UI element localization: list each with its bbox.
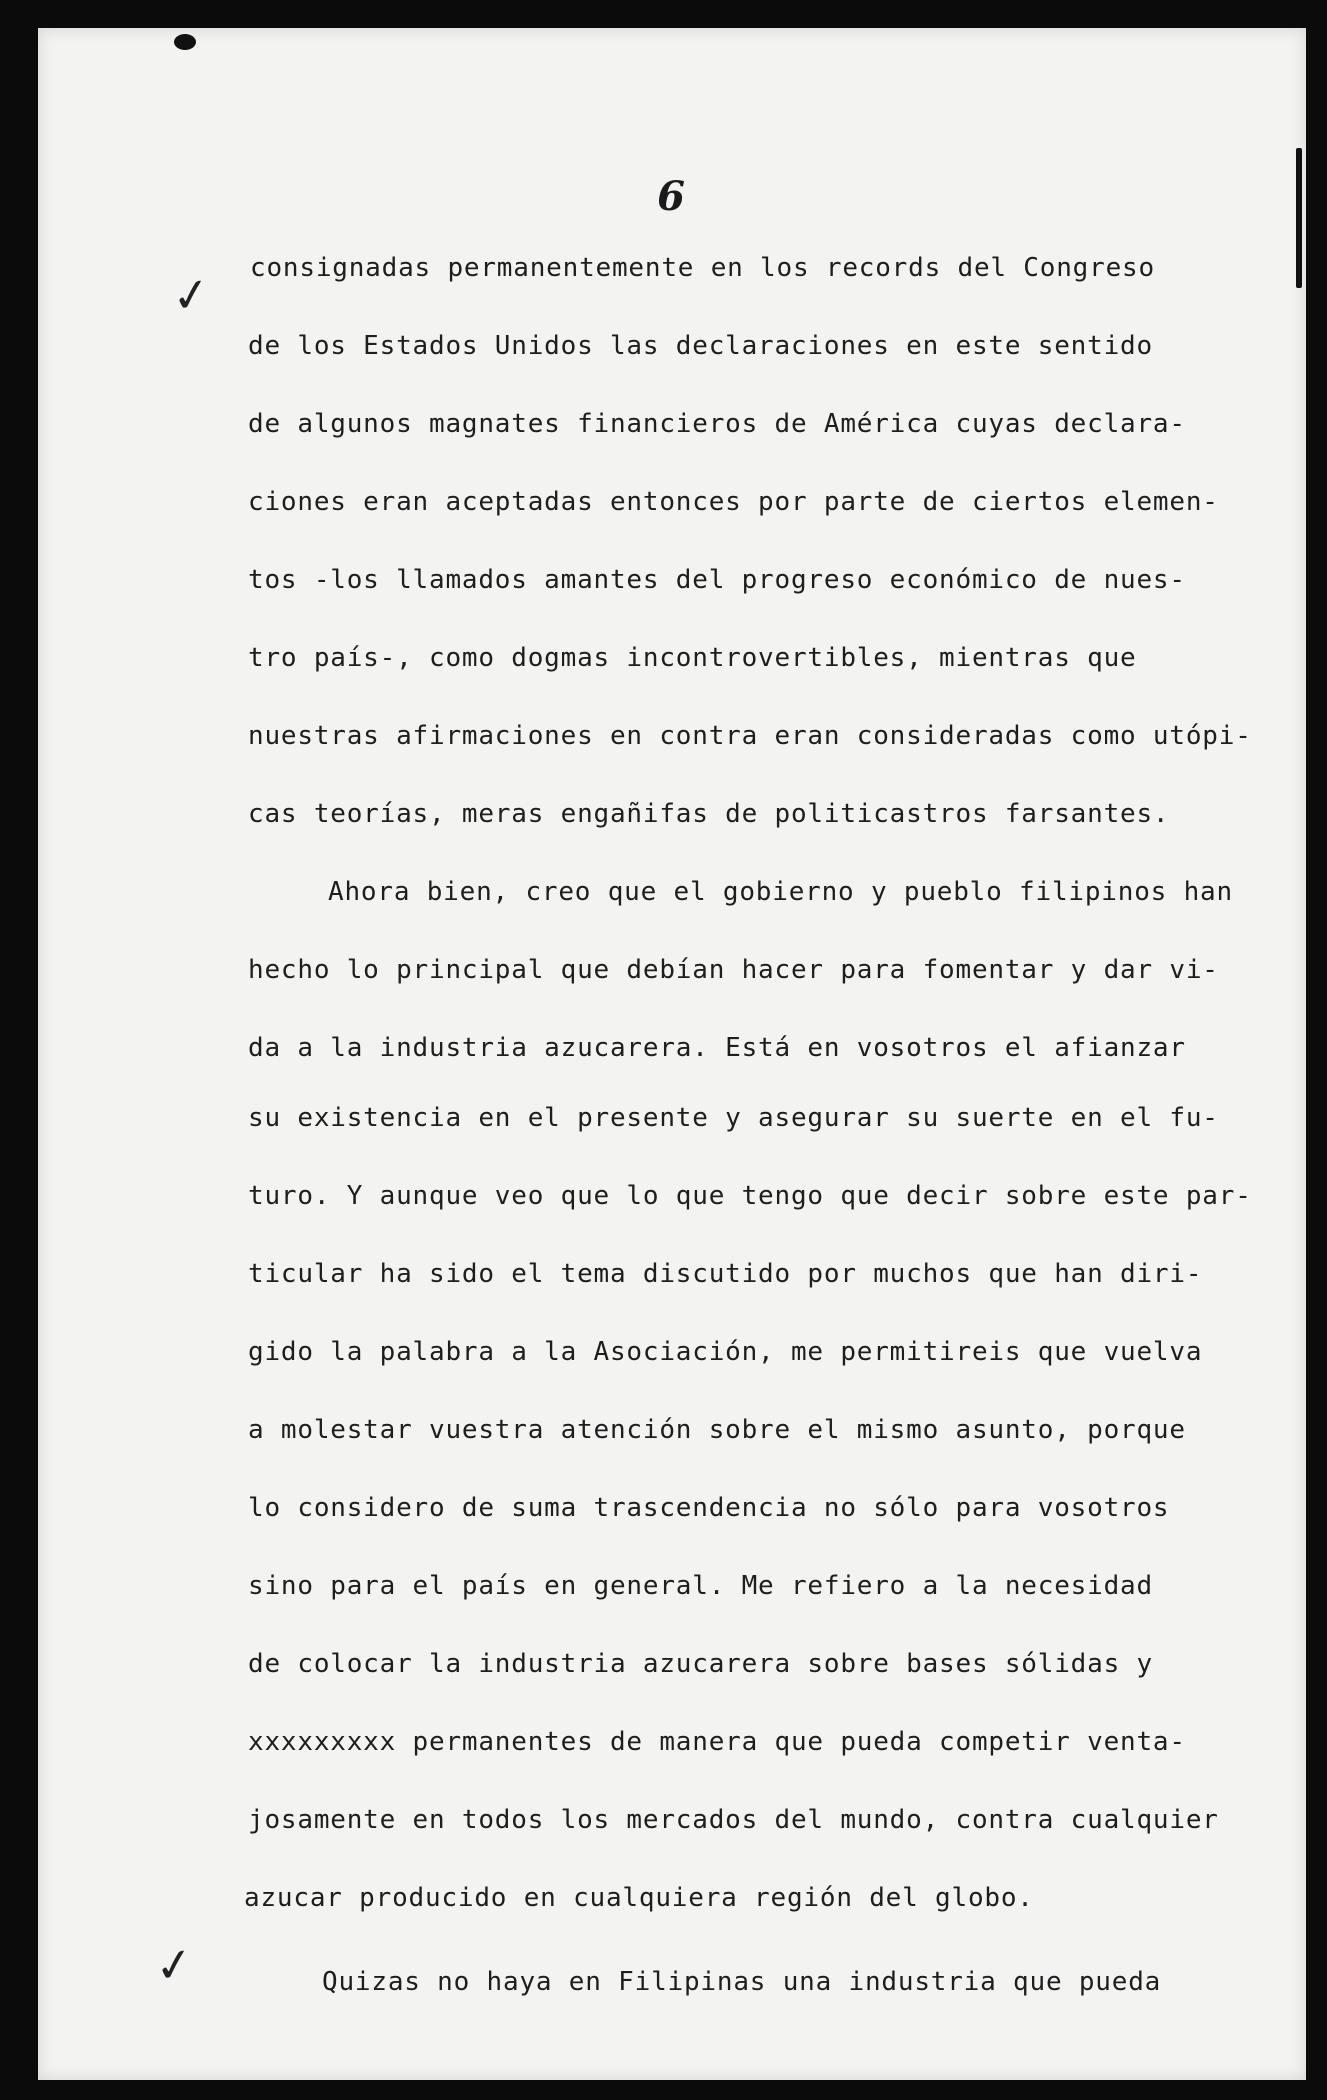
text-line-4: ciones eran aceptadas entonces por parte de ciertos elemen-: [248, 487, 1219, 517]
scan-speck: [174, 34, 196, 50]
typewritten-page: [38, 28, 1306, 2080]
text-line-13: turo. Y aunque veo que lo que tengo que decir sobre este par-: [248, 1181, 1252, 1211]
text-line-5: tos -los llamados amantes del progreso económico de nues-: [248, 565, 1186, 595]
text-line-1: consignadas permanentemente en los records del Congreso: [250, 253, 1155, 283]
text-line-6: tro país-, como dogmas incontrovertibles, mientras que: [248, 643, 1137, 673]
text-line-2: de los Estados Unidos las declaraciones en este sentido: [248, 331, 1153, 361]
text-line-23: Quizas no haya en Filipinas una industria que pueda: [322, 1967, 1162, 1997]
text-line-18: sino para el país en general. Me refiero a la necesidad: [248, 1571, 1153, 1601]
page-number: 6: [657, 173, 687, 220]
text-line-11: da a la industria azucarera. Está en vosotros el afianzar: [248, 1033, 1186, 1063]
text-line-19: de colocar la industria azucarera sobre bases sólidas y: [248, 1649, 1153, 1679]
text-line-21: josamente en todos los mercados del mundo, contra cualquier: [248, 1805, 1219, 1835]
text-line-15: gido la palabra a la Asociación, me permitireis que vuelva: [248, 1337, 1203, 1367]
text-line-10: hecho lo principal que debían hacer para fomentar y dar vi-: [248, 955, 1219, 985]
text-line-3: de algunos magnates financieros de América cuyas declara-: [248, 409, 1186, 439]
text-line-17: lo considero de suma trascendencia no sólo para vosotros: [248, 1493, 1170, 1523]
text-line-7: nuestras afirmaciones en contra eran consideradas como utópi-: [248, 721, 1252, 751]
check-mark-icon: ✓: [151, 1935, 198, 1995]
text-line-16: a molestar vuestra atención sobre el mismo asunto, porque: [248, 1415, 1186, 1445]
text-line-22: azucar producido en cualquiera región del globo.: [244, 1883, 1034, 1913]
text-line-20: xxxxxxxxx permanentes de manera que pueda competir venta-: [248, 1727, 1186, 1757]
text-line-12: su existencia en el presente y asegurar su suerte en el fu-: [248, 1103, 1219, 1133]
text-line-14: ticular ha sido el tema discutido por muchos que han diri-: [248, 1259, 1203, 1289]
check-mark-icon: ✓: [168, 265, 215, 325]
text-line-8: cas teorías, meras engañifas de politicastros farsantes.: [248, 799, 1170, 829]
text-line-9: Ahora bien, creo que el gobierno y pueblo filipinos han: [328, 877, 1233, 907]
